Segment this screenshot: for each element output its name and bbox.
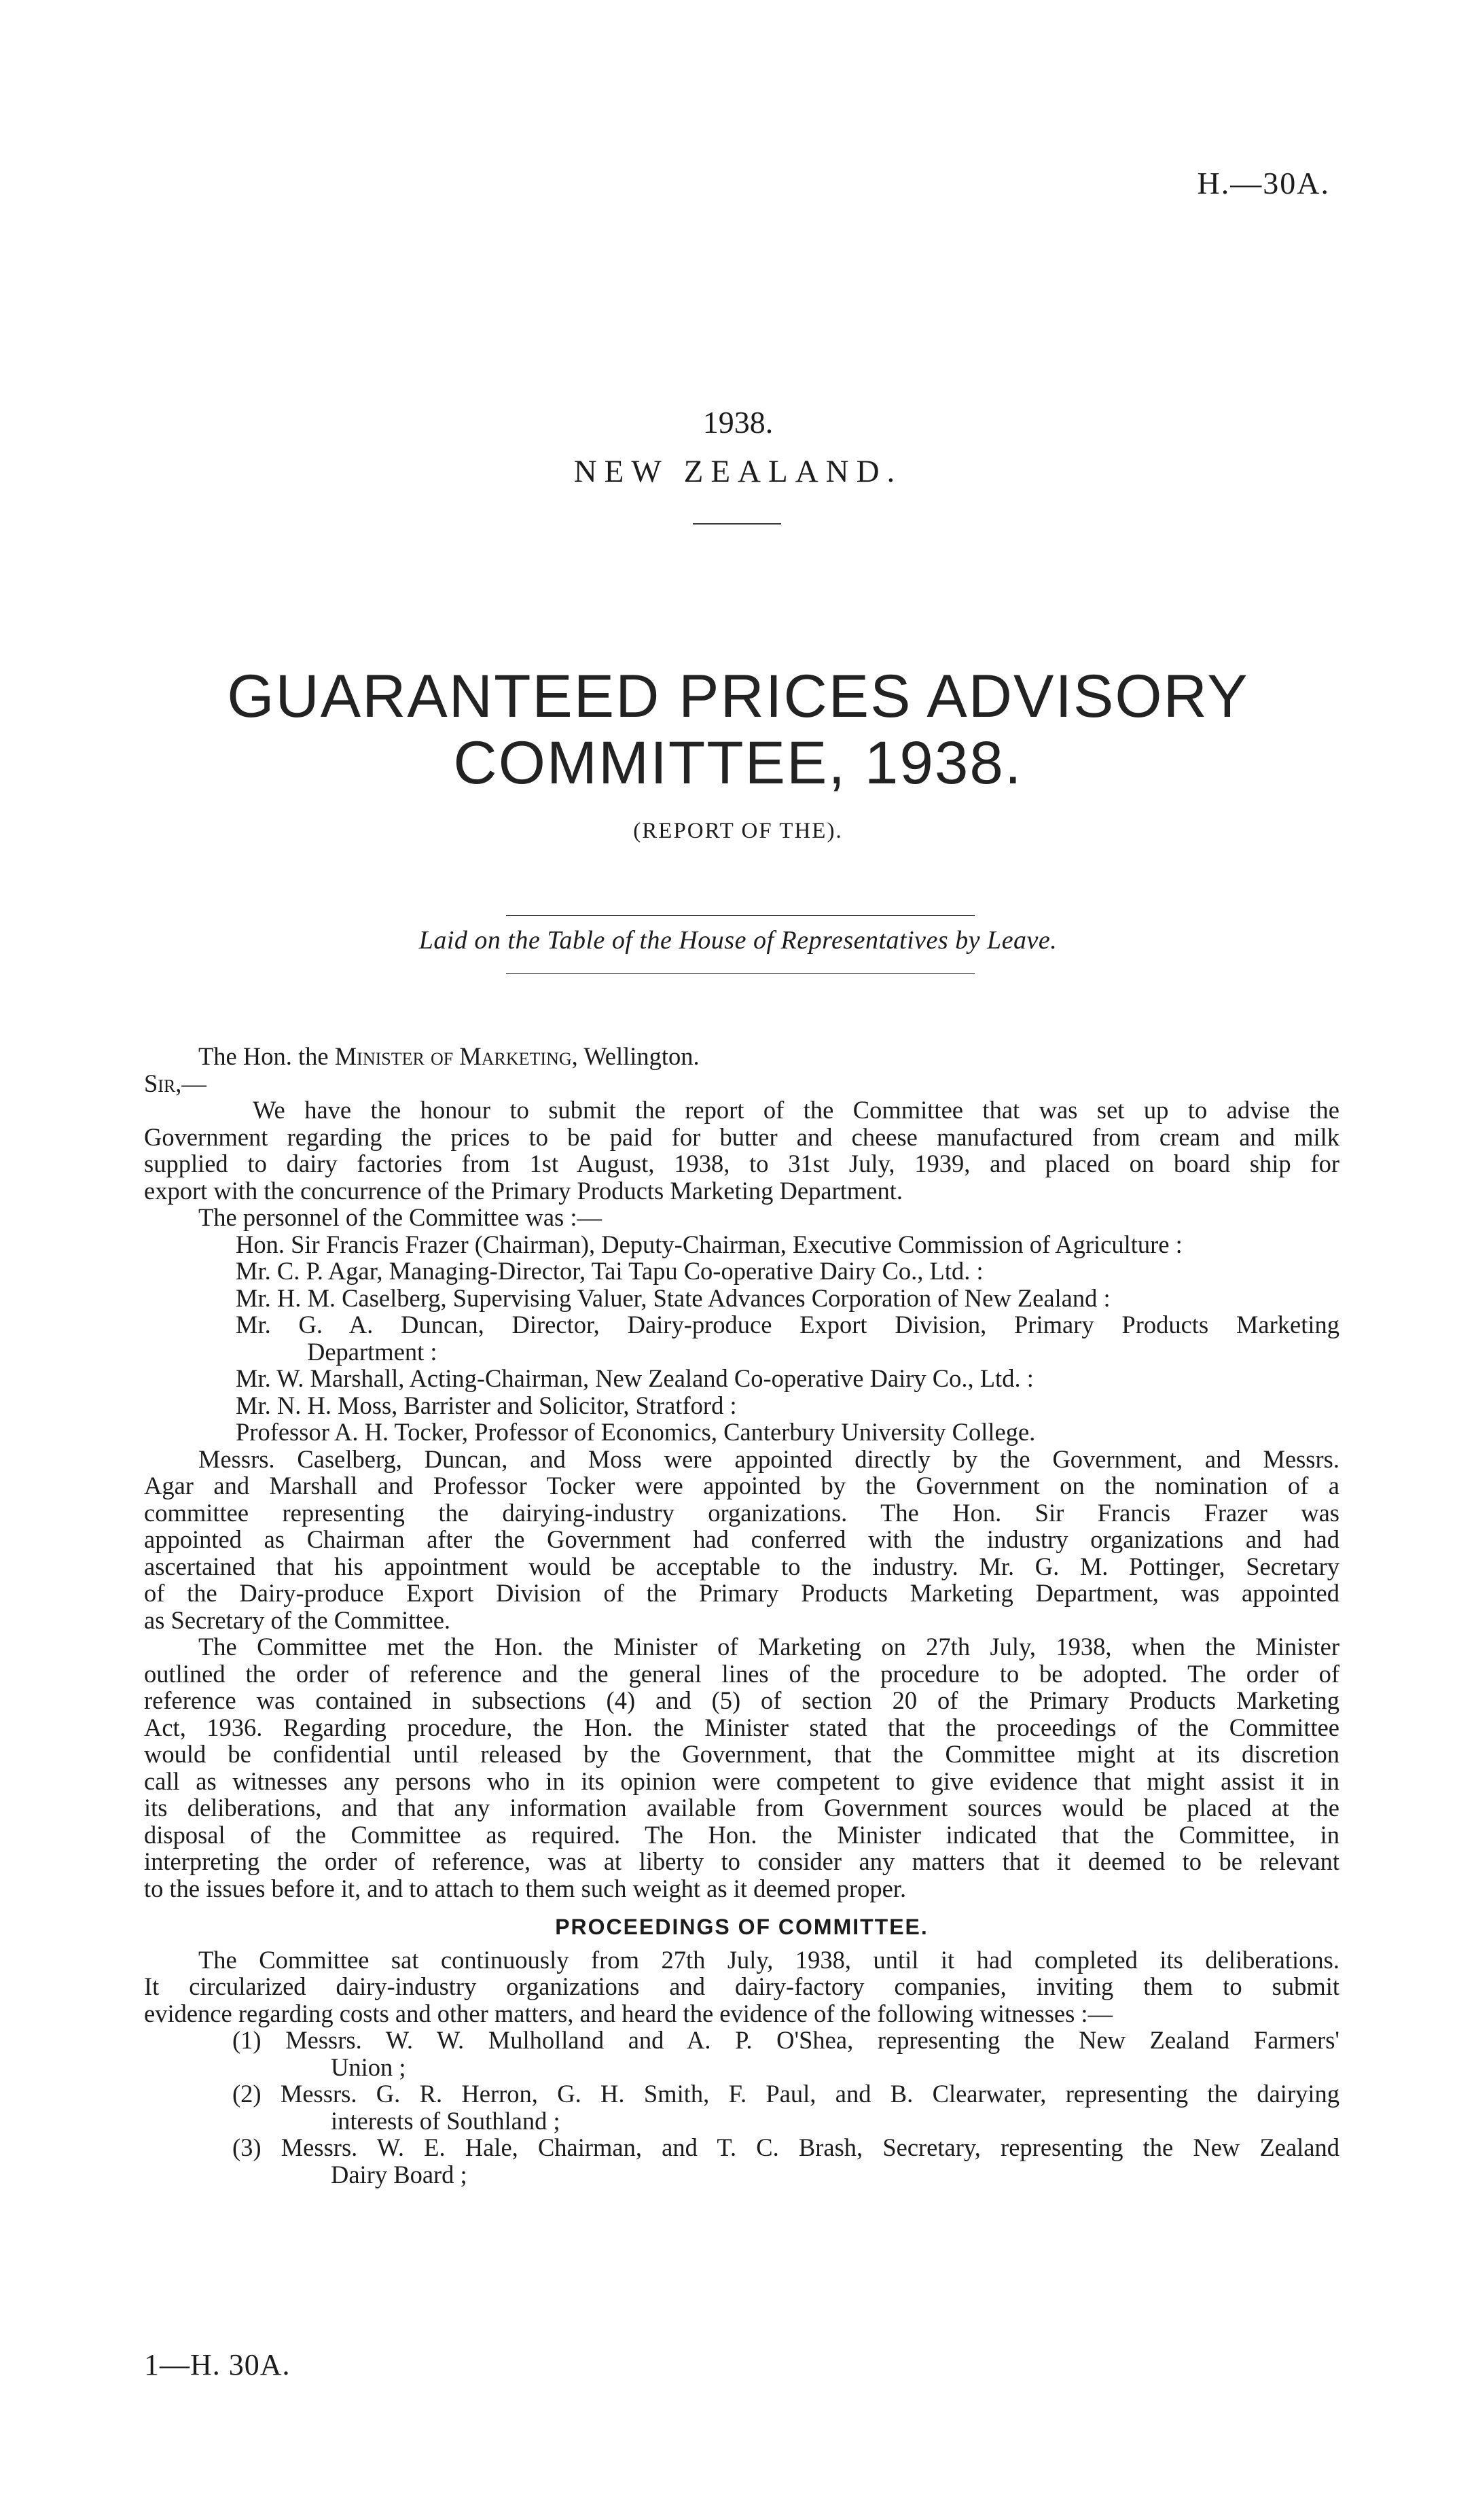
para3-line: to the issues before it, and to attach to them such weight as it deemed proper. bbox=[144, 1874, 907, 1902]
para4-line: The Committee sat continuously from 27th July, 1938, until it had completed its deliberations. bbox=[198, 1945, 1339, 1974]
para3-line: outlined the order of reference and the general lines of the procedure to be adopted. The order of bbox=[144, 1659, 1339, 1688]
para3-line: its deliberations, and that any information available from Government sources would be placed at the bbox=[144, 1794, 1339, 1822]
document-reference: H.—30A. bbox=[1197, 166, 1330, 200]
para4-line: It circularized dairy-industry organizations and dairy-factory companies, inviting them to submit bbox=[144, 1972, 1339, 2000]
para2-line: Agar and Marshall and Professor Tocker were appointed by the Government on the nomination of a bbox=[144, 1472, 1339, 1499]
para2-line: Messrs. Caselberg, Duncan, and Moss were appointed directly by the Government, and Messrs. bbox=[198, 1444, 1339, 1473]
para3-line: disposal of the Committee as required. The Hon. the Minister indicated that the Committee, in bbox=[144, 1820, 1339, 1849]
personnel-item: Mr. G. A. Duncan, Director, Dairy-produce Export Division, Primary Products Marketing bbox=[236, 1311, 1339, 1338]
lower-divider bbox=[506, 973, 975, 974]
para1-line: export with the concurrence of the Primary Products Marketing Department. bbox=[144, 1176, 903, 1205]
section-heading: PROCEEDINGS OF COMMITTEE. bbox=[555, 1915, 929, 1939]
personnel-item: Professor A. H. Tocker, Professor of Economics, Canterbury University College. bbox=[236, 1418, 1036, 1446]
personnel-item: Mr. N. H. Moss, Barrister and Solicitor, Stratford : bbox=[236, 1391, 737, 1419]
personnel-item: Mr. W. Marshall, Acting-Chairman, New Zealand Co-operative Dairy Co., Ltd. : bbox=[236, 1364, 1034, 1392]
para3-line: interpreting the order of reference, was at liberty to consider any matters that it deemed to be relevant bbox=[144, 1847, 1339, 1875]
witness-item: (1) Messrs. W. W. Mulholland and A. P. O'Shea, representing the New Zealand Farmers' bbox=[232, 2026, 1339, 2054]
witness-item: (2) Messrs. G. R. Herron, G. H. Smith, F. Paul, and B. Clearwater, representing the dairying bbox=[232, 2080, 1339, 2108]
para2-line: ascertained that his appointment would be acceptable to the industry. Mr. G. M. Pottinger, Secretary bbox=[144, 1552, 1339, 1580]
personnel-item: Hon. Sir Francis Frazer (Chairman), Deputy-Chairman, Executive Commission of Agriculture : bbox=[236, 1230, 1183, 1258]
personnel-item: Mr. C. P. Agar, Managing-Director, Tai Tapu Co-operative Dairy Co., Ltd. : bbox=[236, 1257, 984, 1285]
para3-line: The Committee met the Hon. the Minister of Marketing on 27th July, 1938, when the Minister bbox=[198, 1633, 1339, 1661]
salutation: Sir,— bbox=[144, 1069, 206, 1097]
title-line-1: GUARANTEED PRICES ADVISORY bbox=[227, 662, 1249, 730]
para4-line: evidence regarding costs and other matters, and heard the evidence of the following witnesses :— bbox=[144, 1999, 1113, 2027]
report-year: 1938. bbox=[702, 405, 774, 440]
personnel-item: Mr. H. M. Caselberg, Supervising Valuer, State Advances Corporation of New Zealand : bbox=[236, 1283, 1111, 1312]
para1-line: supplied to dairy factories from 1st August, 1938, to 31st July, 1939, and placed on board ship for bbox=[144, 1150, 1339, 1177]
para1-line: Government regarding the prices to be paid for butter and cheese manufactured from cream and milk bbox=[144, 1122, 1339, 1151]
para2-line: appointed as Chairman after the Government had conferred with the industry organizations and had bbox=[144, 1525, 1339, 1553]
witness-item-continued: Union ; bbox=[331, 2053, 406, 2081]
addressee: The Hon. the Minister of Marketing, Wellington. bbox=[198, 1042, 700, 1070]
para2-line: committee representing the dairying-industry organizations. The Hon. Sir Francis Frazer was bbox=[144, 1498, 1339, 1527]
para3-line: call as witnesses any persons who in its opinion were competent to give evidence that might assist it in bbox=[144, 1767, 1339, 1795]
personnel-intro: The personnel of the Committee was :— bbox=[198, 1203, 602, 1231]
para2-line: of the Dairy-produce Export Division of the Primary Products Marketing Department, was appointed bbox=[144, 1579, 1339, 1607]
personnel-item-continued: Department : bbox=[307, 1337, 437, 1366]
para3-line: would be confidential until released by the Government, that the Committee might at its discretion bbox=[144, 1740, 1339, 1768]
report-subtitle: (REPORT OF THE). bbox=[633, 819, 843, 843]
country-heading: NEW ZEALAND. bbox=[573, 454, 903, 489]
para2-line: as Secretary of the Committee. bbox=[144, 1605, 451, 1634]
laid-on-table-notice: Laid on the Table of the House of Representatives by Leave. bbox=[418, 926, 1058, 955]
short-divider bbox=[693, 523, 781, 525]
para3-line: reference was contained in subsections (4) and (5) of section 20 of the Primary Products Marketing bbox=[144, 1686, 1339, 1714]
report-title bbox=[0, 662, 1476, 796]
para1-line: We have the honour to submit the report of the Committee that was set up to advise the bbox=[253, 1096, 1339, 1124]
witness-item: (3) Messrs. W. E. Hale, Chairman, and T. C. Brash, Secretary, representing the New Zealand bbox=[232, 2133, 1339, 2161]
para3-line: Act, 1936. Regarding procedure, the Hon. the Minister stated that the proceedings of the Committee bbox=[144, 1713, 1339, 1741]
title-line-2: COMMITTEE, 1938. bbox=[453, 728, 1023, 796]
witness-item-continued: interests of Southland ; bbox=[331, 2106, 560, 2135]
upper-divider bbox=[506, 915, 975, 916]
addressee-office: Minister of Marketing bbox=[334, 1042, 572, 1070]
report-body bbox=[144, 1043, 1339, 2188]
page-footer-reference: 1—H. 30A. bbox=[144, 2348, 291, 2381]
witness-item-continued: Dairy Board ; bbox=[331, 2160, 467, 2188]
